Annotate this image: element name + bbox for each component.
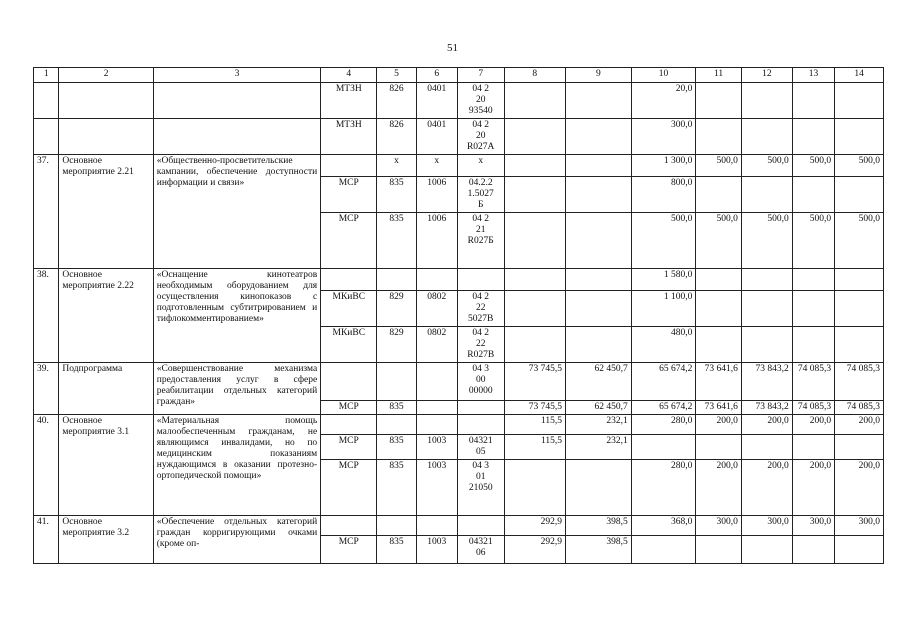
executor: МСР: [321, 177, 377, 213]
value-col-8: 115,5: [504, 435, 565, 460]
grbs-code: [377, 415, 416, 435]
section-code: 1003: [416, 536, 457, 564]
value-col-9: 62 450,7: [565, 401, 631, 415]
grbs-code: [377, 363, 416, 401]
value-col-14: 300,0: [835, 516, 884, 536]
value-col-13: [792, 177, 834, 213]
value-col-8: [504, 119, 565, 155]
value-col-14: 500,0: [835, 213, 884, 269]
value-col-11: [696, 83, 742, 119]
executor: [321, 155, 377, 177]
value-col-13: 74 085,3: [792, 401, 834, 415]
value-col-14: [835, 536, 884, 564]
row-number: [34, 119, 59, 155]
col-header: 8: [504, 68, 565, 83]
col-header: 11: [696, 68, 742, 83]
grbs-code: 829: [377, 291, 416, 327]
value-col-13: [792, 119, 834, 155]
value-col-9: [565, 269, 631, 291]
value-col-12: [741, 177, 792, 213]
value-col-10: 65 674,2: [631, 401, 696, 415]
value-col-13: 500,0: [792, 155, 834, 177]
target-code: [457, 415, 504, 435]
executor: МКиВС: [321, 327, 377, 363]
value-col-10: 280,0: [631, 415, 696, 435]
section-code: 1003: [416, 460, 457, 516]
executor: [321, 516, 377, 536]
value-col-8: [504, 460, 565, 516]
item-description: «Оснащение кинотеатров необходимым оборудованием для осуществления кинопоказов с подготовленным субтитрированием и тифлокомментированием»: [153, 269, 320, 363]
row-number: 40.: [34, 415, 59, 516]
col-header: 12: [741, 68, 792, 83]
table-row: [34, 363, 884, 401]
value-col-8: 292,9: [504, 516, 565, 536]
value-col-12: 200,0: [741, 415, 792, 435]
value-col-9: [565, 155, 631, 177]
grbs-code: 829: [377, 327, 416, 363]
executor: МСР: [321, 460, 377, 516]
item-type: [59, 83, 153, 119]
section-code: 0401: [416, 119, 457, 155]
value-col-12: [741, 291, 792, 327]
executor: МТЗН: [321, 119, 377, 155]
value-col-13: [792, 536, 834, 564]
value-col-11: 73 641,6: [696, 401, 742, 415]
col-header: 4: [321, 68, 377, 83]
value-col-12: 73 843,2: [741, 401, 792, 415]
value-col-12: [741, 83, 792, 119]
value-col-12: 200,0: [741, 460, 792, 516]
value-col-14: [835, 119, 884, 155]
value-col-10: 280,0: [631, 460, 696, 516]
row-number: [34, 83, 59, 119]
grbs-code: х: [377, 155, 416, 177]
value-col-14: 500,0: [835, 155, 884, 177]
item-description: [153, 83, 320, 119]
item-description: «Совершенствование механизма предоставления услуг в сфере реабилитации отдельных категорий граждан»: [153, 363, 320, 415]
col-header: 1: [34, 68, 59, 83]
value-col-9: [565, 460, 631, 516]
value-col-9: [565, 291, 631, 327]
target-code: 04 2 20 R027А: [457, 119, 504, 155]
item-type: Основное мероприятие 2.21: [59, 155, 153, 269]
executor: МСР: [321, 536, 377, 564]
value-col-11: 200,0: [696, 415, 742, 435]
section-code: 0401: [416, 83, 457, 119]
section-code: [416, 415, 457, 435]
target-code: х: [457, 155, 504, 177]
value-col-14: [835, 269, 884, 291]
target-code: 04321 06: [457, 536, 504, 564]
col-header: 6: [416, 68, 457, 83]
table-row: [34, 155, 884, 177]
value-col-8: [504, 269, 565, 291]
value-col-10: 1 100,0: [631, 291, 696, 327]
value-col-8: [504, 327, 565, 363]
value-col-11: [696, 269, 742, 291]
grbs-code: [377, 516, 416, 536]
value-col-13: [792, 327, 834, 363]
value-col-10: 1 580,0: [631, 269, 696, 291]
grbs-code: 835: [377, 435, 416, 460]
grbs-code: 835: [377, 401, 416, 415]
value-col-14: [835, 327, 884, 363]
grbs-code: 835: [377, 213, 416, 269]
value-col-13: [792, 83, 834, 119]
value-col-11: 73 641,6: [696, 363, 742, 401]
table-row: [34, 516, 884, 536]
item-type: Основное мероприятие 3.1: [59, 415, 153, 516]
value-col-10: 20,0: [631, 83, 696, 119]
col-header: 2: [59, 68, 153, 83]
value-col-11: [696, 177, 742, 213]
value-col-9: 232,1: [565, 435, 631, 460]
value-col-11: 500,0: [696, 155, 742, 177]
value-col-9: 232,1: [565, 415, 631, 435]
value-col-9: [565, 83, 631, 119]
col-header: 9: [565, 68, 631, 83]
section-code: 0802: [416, 327, 457, 363]
value-col-11: [696, 327, 742, 363]
row-number: 41.: [34, 516, 59, 564]
value-col-9: 398,5: [565, 516, 631, 536]
target-code: 04 2 20 93540: [457, 83, 504, 119]
value-col-11: [696, 291, 742, 327]
executor: МСР: [321, 401, 377, 415]
item-description: «Общественно-просветительские кампании, обеспечение доступности информации и связи»: [153, 155, 320, 269]
section-code: 1006: [416, 213, 457, 269]
col-header: 7: [457, 68, 504, 83]
value-col-13: [792, 291, 834, 327]
value-col-9: 62 450,7: [565, 363, 631, 401]
value-col-14: [835, 435, 884, 460]
target-code: 04.2.2 1.5027 Б: [457, 177, 504, 213]
row-number: 39.: [34, 363, 59, 415]
target-code: [457, 269, 504, 291]
table-body: [34, 83, 884, 564]
grbs-code: 826: [377, 119, 416, 155]
section-code: [416, 401, 457, 415]
item-description: «Материальная помощь малообеспеченным гражданам, не являющимся инвалидами, но по медицинским показаниям нуждающимся в оказании протезно-ортопедической помощи»: [153, 415, 320, 516]
value-col-13: [792, 269, 834, 291]
value-col-11: [696, 435, 742, 460]
value-col-13: 300,0: [792, 516, 834, 536]
row-number: 38.: [34, 269, 59, 363]
executor: МСР: [321, 435, 377, 460]
col-header: 10: [631, 68, 696, 83]
target-code: 04 3 01 21050: [457, 460, 504, 516]
value-col-8: [504, 83, 565, 119]
value-col-9: [565, 177, 631, 213]
budget-table: [33, 67, 884, 564]
col-header: 14: [835, 68, 884, 83]
value-col-10: 300,0: [631, 119, 696, 155]
value-col-8: [504, 291, 565, 327]
value-col-11: [696, 536, 742, 564]
value-col-11: [696, 119, 742, 155]
target-code: 04 2 22 R027В: [457, 327, 504, 363]
value-col-13: 200,0: [792, 415, 834, 435]
grbs-code: [377, 269, 416, 291]
value-col-8: [504, 213, 565, 269]
grbs-code: 826: [377, 83, 416, 119]
executor: МТЗН: [321, 83, 377, 119]
section-code: 0802: [416, 291, 457, 327]
section-code: [416, 516, 457, 536]
executor: МКиВС: [321, 291, 377, 327]
value-col-12: 73 843,2: [741, 363, 792, 401]
value-col-9: [565, 327, 631, 363]
value-col-14: [835, 177, 884, 213]
value-col-8: 115,5: [504, 415, 565, 435]
value-col-12: 500,0: [741, 213, 792, 269]
value-col-8: 292,9: [504, 536, 565, 564]
section-code: 1006: [416, 177, 457, 213]
value-col-13: 500,0: [792, 213, 834, 269]
value-col-12: 500,0: [741, 155, 792, 177]
value-col-8: [504, 155, 565, 177]
table-row: [34, 269, 884, 291]
grbs-code: 835: [377, 177, 416, 213]
value-col-12: [741, 536, 792, 564]
value-col-9: 398,5: [565, 536, 631, 564]
executor: МСР: [321, 213, 377, 269]
executor: [321, 363, 377, 401]
col-header: 3: [153, 68, 320, 83]
col-header: 13: [792, 68, 834, 83]
value-col-10: 1 300,0: [631, 155, 696, 177]
section-code: [416, 269, 457, 291]
target-code: [457, 401, 504, 415]
item-description: «Обеспечение отдельных категорий граждан корригирующими очками (кроме оп-: [153, 516, 320, 564]
item-description: [153, 119, 320, 155]
section-code: х: [416, 155, 457, 177]
target-code: 04 3 00 00000: [457, 363, 504, 401]
target-code: 04 2 21 R027Б: [457, 213, 504, 269]
value-col-10: 368,0: [631, 516, 696, 536]
value-col-10: [631, 536, 696, 564]
value-col-8: [504, 177, 565, 213]
value-col-10: 500,0: [631, 213, 696, 269]
value-col-9: [565, 119, 631, 155]
value-col-10: 65 674,2: [631, 363, 696, 401]
section-code: 1003: [416, 435, 457, 460]
value-col-14: 74 085,3: [835, 363, 884, 401]
item-type: Подпрограмма: [59, 363, 153, 415]
target-code: 04 2 22 5027В: [457, 291, 504, 327]
table-row: [34, 83, 884, 119]
target-code: 04321 05: [457, 435, 504, 460]
value-col-12: 300,0: [741, 516, 792, 536]
value-col-14: 74 085,3: [835, 401, 884, 415]
target-code: [457, 516, 504, 536]
value-col-13: 200,0: [792, 460, 834, 516]
value-col-8: 73 745,5: [504, 363, 565, 401]
value-col-9: [565, 213, 631, 269]
value-col-13: [792, 435, 834, 460]
value-col-10: [631, 435, 696, 460]
row-number: 37.: [34, 155, 59, 269]
value-col-12: [741, 435, 792, 460]
item-type: [59, 119, 153, 155]
value-col-10: 800,0: [631, 177, 696, 213]
value-col-10: 480,0: [631, 327, 696, 363]
executor: [321, 269, 377, 291]
value-col-14: [835, 291, 884, 327]
grbs-code: 835: [377, 536, 416, 564]
value-col-11: 200,0: [696, 460, 742, 516]
value-col-12: [741, 269, 792, 291]
table-row: [34, 415, 884, 435]
value-col-11: 500,0: [696, 213, 742, 269]
value-col-12: [741, 119, 792, 155]
item-type: Основное мероприятие 2.22: [59, 269, 153, 363]
col-header: 5: [377, 68, 416, 83]
table-row: [34, 119, 884, 155]
value-col-8: 73 745,5: [504, 401, 565, 415]
value-col-14: 200,0: [835, 415, 884, 435]
section-code: [416, 363, 457, 401]
grbs-code: 835: [377, 460, 416, 516]
value-col-13: 74 085,3: [792, 363, 834, 401]
value-col-14: [835, 83, 884, 119]
item-type: Основное мероприятие 3.2: [59, 516, 153, 564]
value-col-14: 200,0: [835, 460, 884, 516]
header-row: [34, 68, 884, 83]
page-number: 51: [447, 42, 458, 54]
value-col-11: 300,0: [696, 516, 742, 536]
executor: [321, 415, 377, 435]
value-col-12: [741, 327, 792, 363]
